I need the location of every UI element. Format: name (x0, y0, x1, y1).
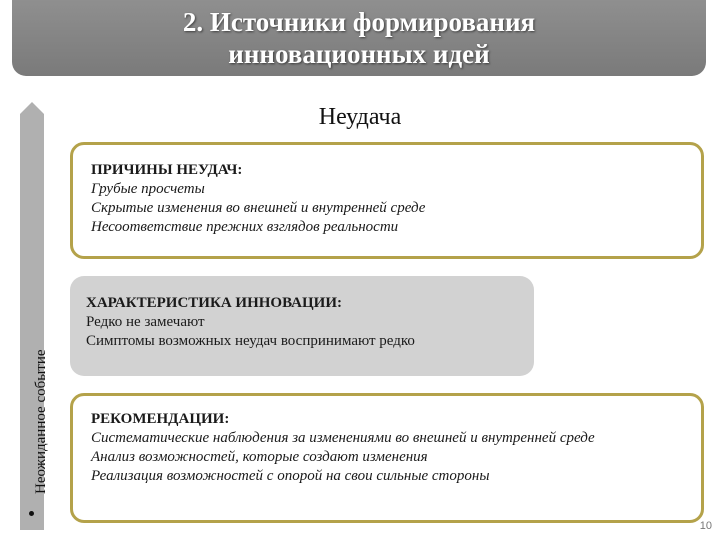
causes-item: Несоответствие прежних взглядов реальности (91, 219, 399, 235)
slide-subtitle: Неудача (318, 104, 402, 130)
recommendations-item: Анализ возможностей, которые создают изменения (91, 449, 428, 465)
slide-title-line-2: инновационных идей (228, 39, 490, 69)
characteristics-heading: ХАРАКТЕРИСТИКА ИННОВАЦИИ: (86, 295, 342, 311)
recommendations-box (70, 393, 704, 523)
recommendations-item: Систематические наблюдения за изменениями во внешней и внутренней среде (91, 430, 595, 446)
causes-item: Грубые просчеты (91, 181, 205, 197)
causes-box (70, 142, 704, 259)
causes-heading: ПРИЧИНЫ НЕУДАЧ: (91, 162, 243, 178)
bullet-dot (29, 511, 34, 516)
characteristics-item: Симптомы возможных неудач воспринимают редко (86, 333, 415, 349)
recommendations-heading: РЕКОМЕНДАЦИИ: (91, 411, 230, 427)
characteristics-item: Редко не замечают (86, 314, 205, 330)
side-label: Неожиданное событие (33, 349, 49, 494)
characteristics-box (70, 276, 534, 376)
recommendations-item: Реализация возможностей с опорой на свои сильные стороны (91, 468, 490, 484)
slide-title-bar (12, 0, 706, 76)
page-number: 10 (699, 520, 712, 532)
slide-title-line-1: 2. Источники формирования (182, 7, 536, 37)
causes-item: Скрытые изменения во внешней и внутренней среде (91, 200, 426, 216)
